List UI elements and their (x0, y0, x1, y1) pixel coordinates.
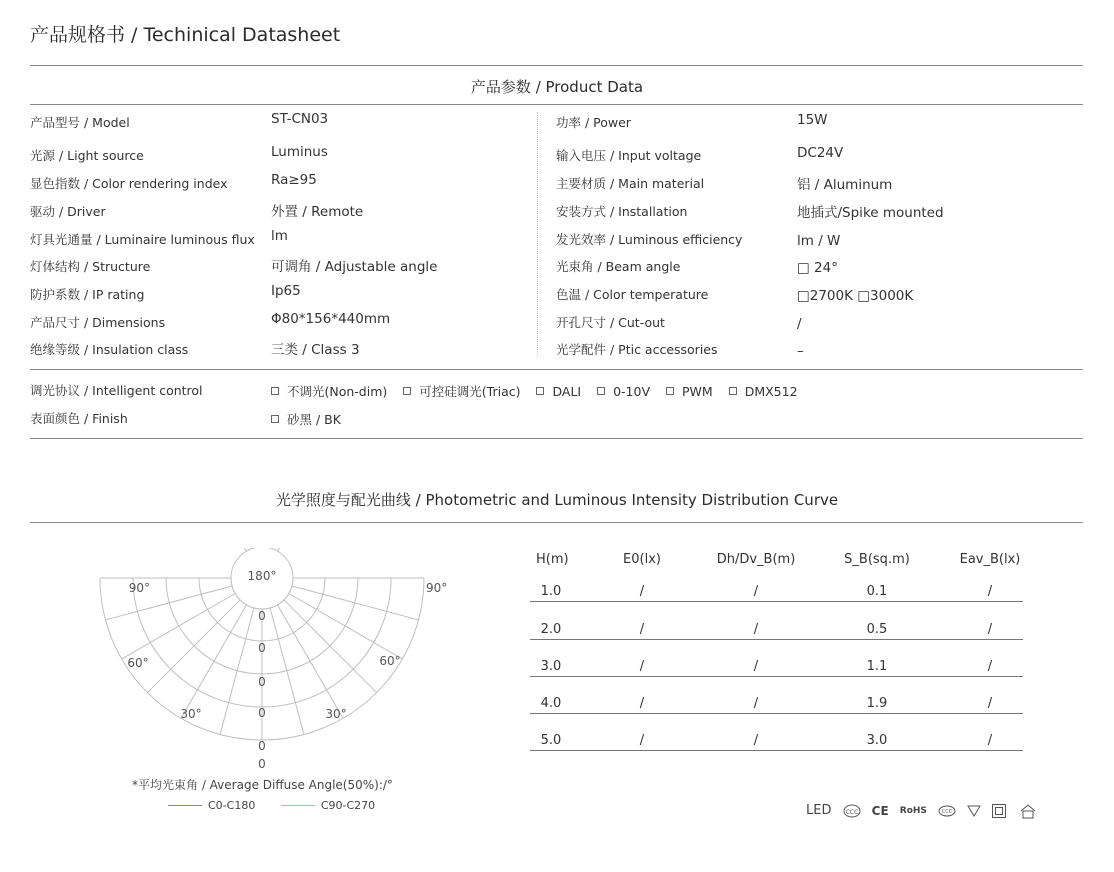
table-cell: 0.1 (866, 584, 888, 599)
polar-spoke (284, 600, 377, 693)
param-value: Ip65 (271, 283, 301, 299)
legend-swatch-c0 (168, 805, 202, 806)
polar-angle-right-60: 60° (379, 654, 401, 668)
table-cell: / (639, 659, 645, 674)
checkbox[interactable] (271, 387, 279, 395)
table-row-line (530, 676, 1023, 677)
polar-radial-value: 0 (258, 739, 266, 753)
table-cell: 1.1 (866, 659, 888, 674)
beam-angle-note: *平均光束角 / Average Diffuse Angle(50%):/° (132, 778, 393, 792)
param-label: 功率 / Power (556, 115, 631, 130)
divider (30, 65, 1083, 66)
param-label: 绝缘等级 / Insulation class (30, 342, 189, 357)
param-label: 安装方式 / Installation (556, 204, 688, 219)
polar-labels (127, 569, 447, 771)
control-option-label: DALI (552, 384, 582, 399)
param-label: 防护系数 / IP rating (30, 287, 145, 302)
ccc-oval-icon (938, 805, 956, 817)
table-cell: / (987, 622, 993, 637)
polar-radial-value: 0 (258, 641, 266, 655)
table-cell: / (753, 659, 759, 674)
table-cell: / (987, 733, 993, 748)
table-header: Eav_B(lx) (959, 552, 1021, 567)
double-square-icon (992, 804, 1006, 818)
table-cell: 1.9 (866, 696, 888, 711)
polar-spoke (147, 600, 240, 693)
param-value: Luminus (271, 144, 328, 160)
table-row-line (530, 750, 1023, 751)
control-option[interactable] (729, 384, 798, 399)
polar-radial-value: 0 (258, 675, 266, 689)
param-value: □2700K □3000K (797, 288, 914, 304)
control-option[interactable] (403, 382, 520, 400)
table-cell: / (753, 622, 759, 637)
rohs-mark: RoHS (899, 805, 927, 816)
table-header: E0(lx) (623, 552, 661, 567)
table-row-line (530, 639, 1023, 640)
param-label: 输入电压 / Input voltage (556, 148, 702, 163)
polar-spoke (106, 586, 233, 620)
polar-radial-value: 0 (258, 757, 266, 771)
control-option-label: DMX512 (744, 384, 798, 399)
polar-spoke (270, 608, 304, 735)
triangle-icon (967, 805, 981, 817)
param-label: 灯体结构 / Structure (30, 259, 151, 274)
control-option[interactable] (536, 384, 581, 399)
certifications (806, 800, 1037, 819)
checkbox[interactable] (597, 387, 605, 395)
ce-mark: CE (871, 803, 889, 818)
column-divider (537, 112, 538, 356)
polar-angle-left-90: 90° (128, 581, 150, 595)
table-row-line (530, 601, 1023, 602)
param-value: lm / W (797, 233, 841, 249)
param-value: 三类 / Class 3 (271, 342, 360, 358)
polar-radial-value: 0 (258, 609, 266, 623)
checkbox[interactable] (403, 387, 411, 395)
table-cell: / (639, 622, 645, 637)
param-label: 开孔尺寸 / Cut-out (556, 315, 665, 330)
param-value: Ra≥95 (271, 172, 317, 188)
polar-spoke-top (278, 548, 285, 551)
ccc-circle-icon (843, 804, 861, 818)
param-label: 光源 / Light source (30, 148, 144, 163)
polar-spoke (278, 605, 344, 718)
divider (30, 522, 1083, 523)
polar-angle-right-30: 30° (325, 707, 347, 721)
table-cell: / (639, 733, 645, 748)
table-cell: 1.0 (540, 584, 562, 599)
control-option[interactable] (597, 384, 650, 399)
checkbox[interactable] (729, 387, 737, 395)
polar-spoke (181, 605, 247, 718)
table-header: H(m) (536, 552, 569, 567)
table-cell: 4.0 (540, 696, 562, 711)
polar-radial-value: 0 (258, 706, 266, 720)
checkbox[interactable] (536, 387, 544, 395)
control-option[interactable] (666, 384, 713, 399)
polar-angle-left-30: 30° (180, 707, 202, 721)
table-cell: 0.5 (866, 622, 888, 637)
param-value: 可调角 / Adjustable angle (271, 259, 438, 275)
param-label: 灯具光通量 / Luminaire luminous flux (30, 232, 255, 247)
table-cell: / (987, 584, 993, 599)
control-option-label: 0-10V (613, 384, 651, 399)
finish-option[interactable] (271, 410, 341, 428)
control-option-label: PWM (682, 384, 713, 399)
control-option-label: 可控硅调光(Triac) (419, 384, 521, 399)
table-cell: / (639, 584, 645, 599)
param-label: 驱动 / Driver (30, 204, 106, 219)
param-value: 外置 / Remote (271, 204, 364, 220)
polar-angle-left-60: 60° (127, 656, 149, 670)
finish-label: 表面颜色 / Finish (30, 411, 128, 426)
polar-spoke (122, 594, 235, 660)
document-title: 产品规格书 / Techinical Datasheet (30, 24, 341, 46)
control-option-label: 不调光(Non-dim) (287, 384, 388, 399)
param-value: 铝 / Aluminum (797, 177, 893, 193)
polar-spoke (292, 586, 419, 620)
param-value: □ 24° (797, 260, 838, 276)
param-value: DC24V (797, 145, 844, 161)
finish-option-label: 砂黑 / BK (287, 412, 341, 427)
led-mark: LED (806, 803, 832, 818)
param-label: 产品型号 / Model (30, 115, 130, 130)
divider (30, 438, 1083, 439)
svg-text:CCC: CCC (941, 808, 953, 815)
polar-spoke-top (240, 548, 247, 551)
table-cell: / (639, 696, 645, 711)
table-header: S_B(sq.m) (844, 552, 910, 567)
polar-angle-right-90: 90° (426, 581, 448, 595)
table-cell: 2.0 (540, 622, 562, 637)
table-cell: 3.0 (540, 659, 562, 674)
legend (168, 799, 375, 812)
legend-label-c0: C0-C180 (208, 799, 256, 812)
legend-label-c90: C90-C270 (320, 799, 376, 812)
table-row-line (530, 713, 1023, 714)
legend-swatch-c90 (281, 805, 315, 806)
param-value: ST-CN03 (271, 111, 329, 127)
photometric-title: 光学照度与配光曲线 / Photometric and Luminous Intensity Distribution Curve (275, 491, 839, 509)
house-icon (1019, 803, 1037, 819)
param-label: 显色指数 / Color rendering index (30, 176, 228, 191)
param-value: / (797, 316, 802, 332)
control-options (271, 381, 814, 400)
param-label: 主要材质 / Main material (556, 176, 705, 191)
param-label: 色温 / Color temperature (556, 287, 709, 302)
table-cell: 5.0 (540, 733, 562, 748)
product-data-title: 产品参数 / Product Data (470, 78, 644, 96)
table-cell: 3.0 (866, 733, 888, 748)
polar-diagram (60, 548, 480, 778)
polar-spoke (289, 594, 402, 660)
checkbox[interactable] (666, 387, 674, 395)
param-value: 15W (797, 112, 828, 128)
table-cell: / (753, 696, 759, 711)
control-label: 调光协议 / Intelligent control (30, 383, 203, 398)
table-header: Dh/Dv_B(m) (716, 552, 796, 567)
param-value: – (797, 343, 804, 359)
control-option[interactable] (271, 382, 387, 400)
table-cell: / (987, 696, 993, 711)
param-value: 地插式/Spike mounted (797, 205, 944, 221)
finish-options (271, 409, 357, 428)
table-cell: / (987, 659, 993, 674)
checkbox[interactable] (271, 415, 279, 423)
divider (30, 369, 1083, 370)
param-label: 光束角 / Beam angle (556, 259, 681, 274)
table-cell: / (753, 584, 759, 599)
table-cell: / (753, 733, 759, 748)
divider (30, 104, 1083, 105)
param-value: Φ80*156*440mm (271, 311, 391, 327)
polar-angle-top: 180° (247, 569, 277, 583)
param-value: lm (271, 228, 288, 244)
param-label: 产品尺寸 / Dimensions (30, 315, 166, 330)
polar-spoke (220, 608, 254, 735)
param-label: 发光效率 / Luminous efficiency (556, 232, 743, 247)
svg-text:CCC: CCC (845, 808, 858, 816)
param-label: 光学配件 / Ptic accessories (556, 342, 718, 357)
